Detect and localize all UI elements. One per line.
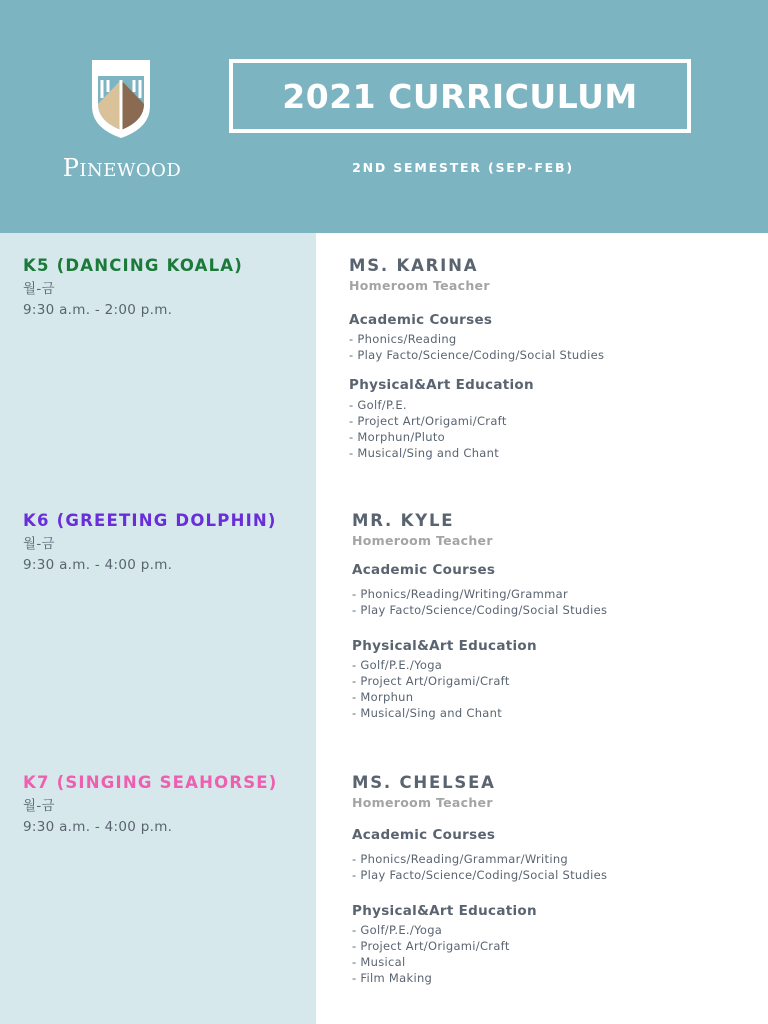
class-info-k5 — [23, 256, 243, 321]
academic-courses-heading: Academic Courses — [352, 562, 496, 578]
class-days: 월-금 — [23, 798, 55, 814]
course-item: - Play Facto/Science/Coding/Social Studies — [352, 868, 608, 883]
class-hours: 9:30 a.m. - 2:00 p.m. — [23, 302, 173, 318]
course-item: - Morphun — [352, 690, 414, 705]
course-item: - Film Making — [352, 971, 433, 986]
header-banner — [0, 0, 768, 233]
page-title: 2021 CURRICULUM — [282, 76, 638, 116]
class-name: K7 (SINGING SEAHORSE) — [23, 773, 278, 792]
course-item: - Golf/P.E./Yoga — [352, 657, 443, 672]
shield-icon — [90, 58, 152, 140]
physical-art-heading: Physical&Art Education — [349, 376, 534, 393]
course-item: - Musical/Sing and Chant — [352, 706, 503, 721]
course-item: - Musical — [352, 955, 406, 970]
teacher-info-k7 — [352, 773, 752, 987]
course-item: - Phonics/Reading/Grammar/Writing — [352, 852, 569, 866]
class-info-k7 — [23, 773, 278, 838]
academic-courses-list — [349, 331, 749, 364]
class-days: 월-금 — [23, 281, 55, 297]
class-name: K5 (DANCING KOALA) — [23, 256, 243, 275]
physical-art-list — [352, 657, 752, 722]
course-item: - Play Facto/Science/Coding/Social Studies — [352, 603, 608, 618]
course-item: - Project Art/Origami/Craft — [352, 673, 510, 688]
course-item: - Project Art/Origami/Craft — [349, 413, 507, 428]
physical-art-list — [349, 397, 749, 462]
physical-art-heading: Physical&Art Education — [352, 902, 537, 919]
pinewood-logo — [62, 58, 182, 182]
teacher-info-k5 — [349, 256, 749, 462]
course-item: - Phonics/Reading — [349, 332, 457, 346]
course-item: - Morphun/Pluto — [349, 430, 445, 445]
academic-courses-heading: Academic Courses — [352, 827, 496, 843]
physical-art-list — [352, 922, 752, 987]
class-hours: 9:30 a.m. - 4:00 p.m. — [23, 819, 173, 835]
course-item: - Golf/P.E. — [349, 397, 407, 412]
teacher-role: Homeroom Teacher — [352, 533, 493, 548]
class-name: K6 (GREETING DOLPHIN) — [23, 511, 277, 530]
class-info-k6 — [23, 511, 277, 576]
class-schedule-panel — [0, 233, 316, 1024]
semester-subtitle: 2ND SEMESTER (SEP-FEB) — [352, 160, 574, 175]
teacher-role: Homeroom Teacher — [352, 795, 493, 810]
teacher-name: MS. CHELSEA — [352, 773, 496, 792]
course-item: - Play Facto/Science/Coding/Social Studies — [349, 348, 605, 363]
teacher-role: Homeroom Teacher — [349, 278, 490, 293]
physical-art-heading: Physical&Art Education — [352, 637, 537, 654]
course-item: - Project Art/Origami/Craft — [352, 938, 510, 953]
academic-courses-list — [352, 851, 752, 884]
logo-wordmark: PINEWOOD — [62, 154, 182, 182]
teacher-name: MR. KYLE — [352, 511, 455, 530]
class-days: 월-금 — [23, 536, 55, 552]
course-item: - Golf/P.E./Yoga — [352, 922, 443, 937]
academic-courses-list — [352, 586, 752, 619]
teacher-info-k6 — [352, 511, 752, 722]
class-hours: 9:30 a.m. - 4:00 p.m. — [23, 557, 173, 573]
course-item: - Musical/Sing and Chant — [349, 446, 500, 461]
title-box — [229, 59, 691, 133]
academic-courses-heading: Academic Courses — [349, 312, 493, 328]
course-item: - Phonics/Reading/Writing/Grammar — [352, 587, 569, 601]
teacher-name: MS. KARINA — [349, 256, 479, 275]
